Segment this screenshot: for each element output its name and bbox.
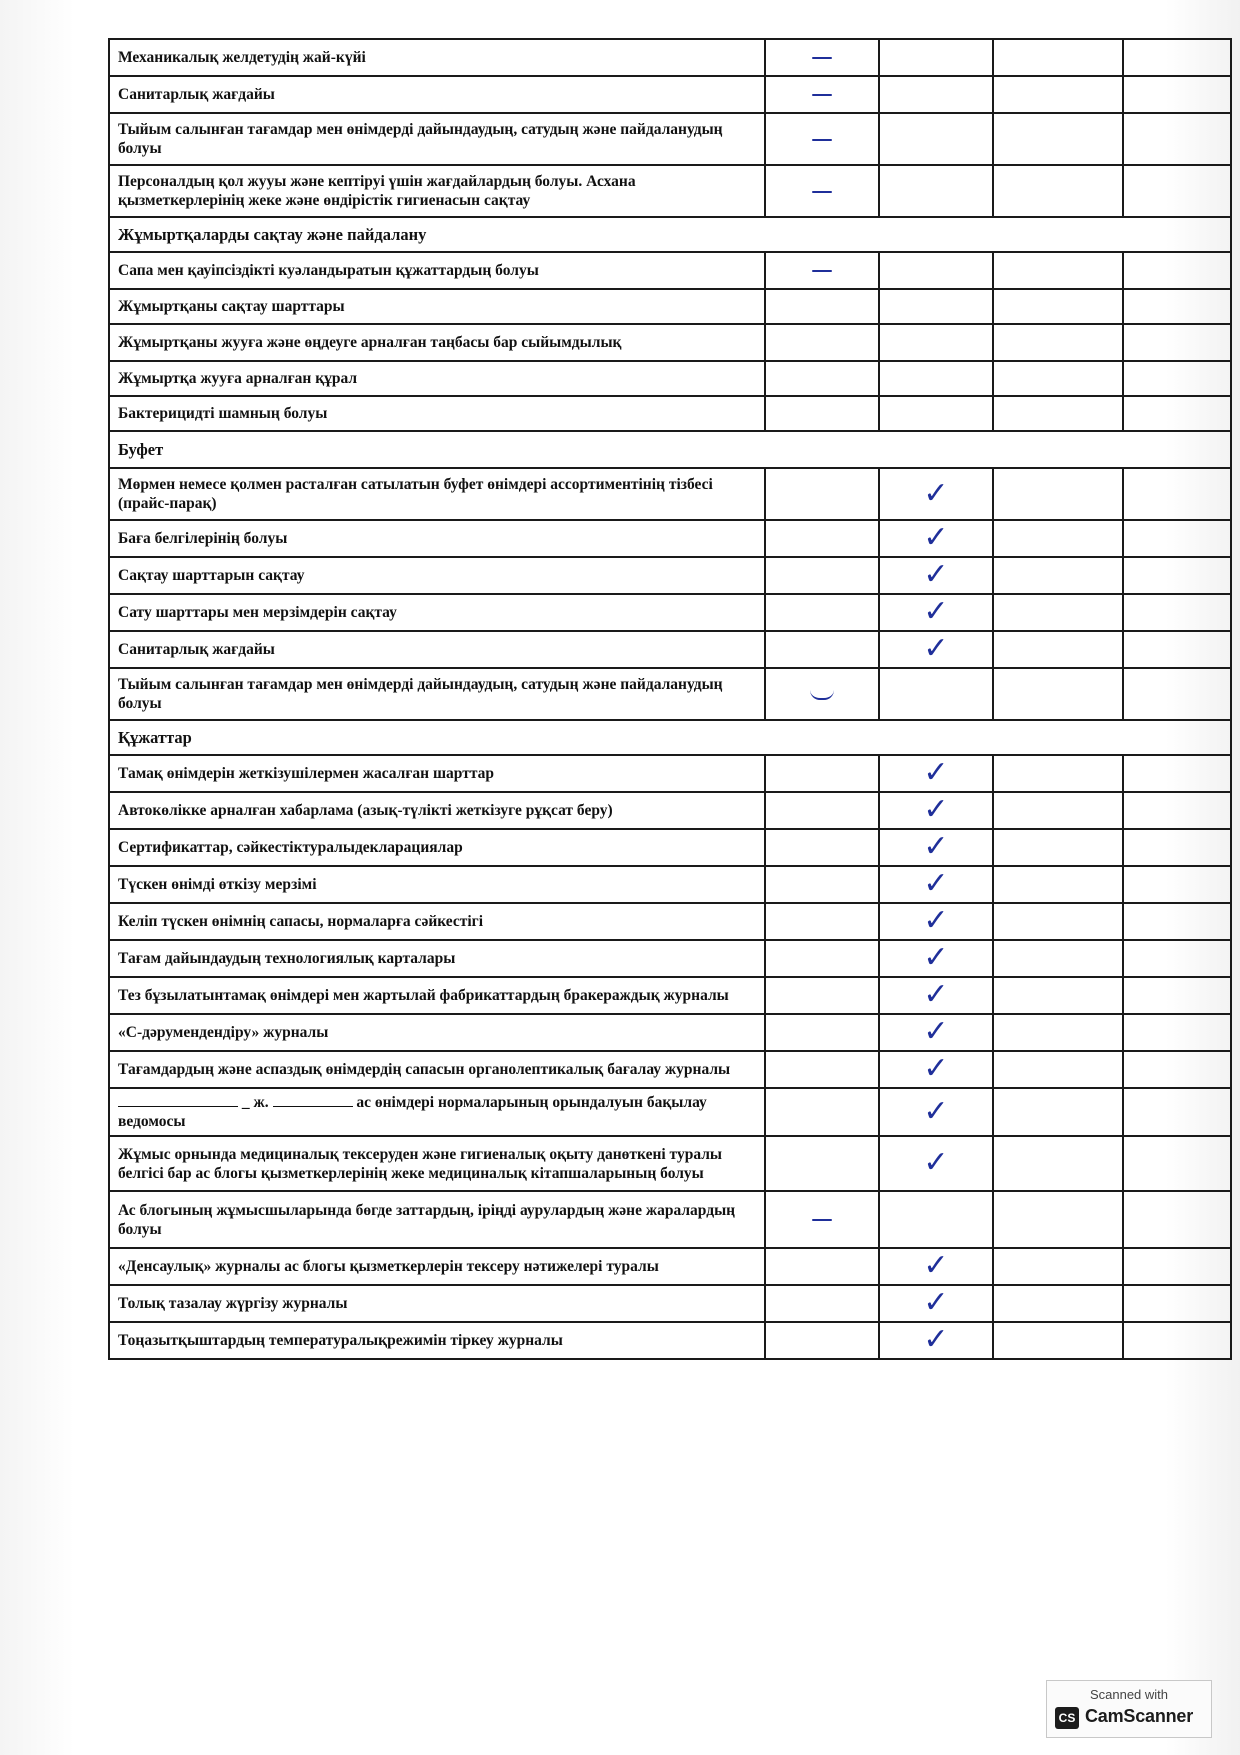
mark-cell-c: [993, 76, 1123, 113]
mark-cell-b: [879, 1322, 993, 1359]
item-text: Тыйым салынған тағамдар мен өнімдерді дайындаудың, сатудың және пайдаланудың болуы: [109, 668, 765, 720]
mark-cell-b: [879, 631, 993, 668]
mark-cell-b: [879, 1285, 993, 1322]
checkmark-icon: ✓: [923, 557, 949, 592]
checklist-row: [109, 1322, 1231, 1359]
mark-cell-d: [1123, 940, 1231, 977]
mark-cell-b: [879, 594, 993, 631]
checklist-row: [109, 396, 1231, 431]
mark-cell-c: [993, 792, 1123, 829]
mark-cell-a: [765, 1088, 879, 1136]
watermark-brand: CamScanner: [1085, 1706, 1194, 1726]
mark-cell-d: [1123, 755, 1231, 792]
checklist-row: [109, 755, 1231, 792]
mark-cell-c: [993, 468, 1123, 520]
mark-cell-a: [765, 289, 879, 324]
mark-cell-d: [1123, 361, 1231, 396]
mark-cell-a: [765, 1191, 879, 1248]
checkmark-icon: ✓: [923, 792, 949, 827]
checklist-row: [109, 668, 1231, 720]
item-text: Тамақ өнімдерін жеткізушілермен жасалған шарттар: [109, 755, 765, 792]
item-text: Бактерицидті шамның болуы: [109, 396, 765, 431]
mark-cell-d: [1123, 829, 1231, 866]
mark-cell-b: [879, 1136, 993, 1191]
section-header-row: [109, 217, 1231, 252]
mark-cell-b: [879, 289, 993, 324]
mark-cell-d: [1123, 977, 1231, 1014]
mark-cell-c: [993, 520, 1123, 557]
checkmark-icon: ✓: [923, 755, 949, 790]
checklist-row: [109, 1191, 1231, 1248]
mark-cell-b: [879, 903, 993, 940]
mark-cell-b: [879, 829, 993, 866]
camscanner-logo-icon: CS: [1055, 1707, 1079, 1729]
mark-cell-c: [993, 977, 1123, 1014]
mark-cell-b: [879, 361, 993, 396]
mark-cell-c: [993, 631, 1123, 668]
mark-cell-c: [993, 1322, 1123, 1359]
item-text: Түскен өнімді өткізу мерзімі: [109, 866, 765, 903]
item-text: ас өнімдері нормаларының орындалуын бақылау ведомосы: [118, 1094, 707, 1130]
mark-cell-c: [993, 1285, 1123, 1322]
item-text: «Денсаулық» журналы ас блогы қызметкерлерін тексеру нәтижелері туралы: [109, 1248, 765, 1285]
mark-cell-a: [765, 1248, 879, 1285]
mark-cell-b: [879, 1051, 993, 1088]
checkmark-icon: ✓: [923, 594, 949, 629]
blank-line: [273, 1094, 353, 1107]
mark-cell-c: [993, 1014, 1123, 1051]
checklist-row: [109, 940, 1231, 977]
item-text: Тез бұзылатынтамақ өнімдері мен жартылай фабрикаттардың бракераждық журналы: [109, 977, 765, 1014]
checklist-body: [109, 39, 1231, 1359]
checklist-row: [109, 252, 1231, 289]
item-text: Сақтау шарттарын сақтау: [109, 557, 765, 594]
mark-cell-c: [993, 1088, 1123, 1136]
mark-cell-c: [993, 594, 1123, 631]
year-suffix: ж.: [253, 1094, 269, 1111]
mark-cell-b: [879, 668, 993, 720]
item-text: «С-дәрумендендіру» журналы: [109, 1014, 765, 1051]
watermark-caption: Scanned with: [1089, 1687, 1169, 1702]
checkmark-icon: ✓: [923, 475, 949, 511]
mark-cell-d: [1123, 252, 1231, 289]
mark-cell-a: [765, 396, 879, 431]
mark-cell-c: [993, 903, 1123, 940]
checkmark-icon: ✓: [923, 829, 949, 864]
mark-cell-d: [1123, 1322, 1231, 1359]
mark-cell-c: [993, 557, 1123, 594]
mark-cell-a: [765, 1014, 879, 1051]
mark-cell-c: [993, 1051, 1123, 1088]
mark-cell-a: [765, 594, 879, 631]
item-text: Тоңазытқыштардың температуралықрежимін тіркеу журналы: [109, 1322, 765, 1359]
mark-cell-d: [1123, 557, 1231, 594]
mark-cell-b: [879, 520, 993, 557]
item-text: Автокөлікке арналған хабарлама (азық-түлікті жеткізуге рұқсат беру): [109, 792, 765, 829]
mark-cell-b: [879, 977, 993, 1014]
mark-cell-a: [765, 940, 879, 977]
mark-cell-b: [879, 396, 993, 431]
mark-cell-b: [879, 1088, 993, 1136]
dash-mark-icon: [812, 94, 832, 96]
section-title: Буфет: [109, 431, 1231, 468]
mark-cell-a: [765, 668, 879, 720]
mark-cell-c: [993, 361, 1123, 396]
checklist-row: [109, 1248, 1231, 1285]
mark-cell-b: [879, 866, 993, 903]
section-header-row: [109, 431, 1231, 468]
checkmark-icon: ✓: [923, 1248, 949, 1283]
checklist-row: [109, 1285, 1231, 1322]
checklist-row: [109, 631, 1231, 668]
item-text: Тыйым салынған тағамдар мен өнімдерді дайындаудың, сатудың және пайдаланудың болуы: [109, 113, 765, 165]
checklist-row: [109, 1014, 1231, 1051]
mark-cell-a: [765, 755, 879, 792]
dash-mark-icon: [812, 139, 832, 141]
checklist-row: [109, 792, 1231, 829]
item-text: Жұмыртқаны жууға және өңдеуге арналған таңбасы бар сыйымдылық: [109, 324, 765, 361]
mark-cell-c: [993, 1136, 1123, 1191]
mark-cell-b: [879, 252, 993, 289]
checkmark-icon: ✓: [923, 1014, 949, 1049]
mark-cell-d: [1123, 1014, 1231, 1051]
mark-cell-a: [765, 39, 879, 76]
mark-cell-d: [1123, 520, 1231, 557]
item-text: Санитарлық жағдайы: [109, 631, 765, 668]
mark-cell-d: [1123, 39, 1231, 76]
checklist-row: [109, 520, 1231, 557]
mark-cell-a: [765, 631, 879, 668]
mark-cell-b: [879, 557, 993, 594]
mark-cell-a: [765, 76, 879, 113]
dash-mark-icon: [812, 1219, 832, 1221]
mark-cell-b: [879, 39, 993, 76]
mark-cell-d: [1123, 1088, 1231, 1136]
mark-cell-a: [765, 113, 879, 165]
mark-cell-c: [993, 252, 1123, 289]
checklist-row: [109, 903, 1231, 940]
checkmark-icon: ✓: [923, 1051, 949, 1086]
checkmark-icon: ✓: [923, 631, 949, 666]
mark-cell-a: [765, 866, 879, 903]
journal-period-item: _ ж. ас өнімдері нормаларының орындалуын бақылау ведомосы: [109, 1088, 765, 1136]
mark-cell-a: [765, 903, 879, 940]
mark-cell-a: [765, 252, 879, 289]
mark-cell-d: [1123, 396, 1231, 431]
section-title: Жұмыртқаларды сақтау және пайдалану: [109, 217, 1231, 252]
checklist-row: [109, 866, 1231, 903]
mark-cell-c: [993, 866, 1123, 903]
mark-cell-c: [993, 39, 1123, 76]
item-text: Мөрмен немесе қолмен расталған сатылатын буфет өнімдері ассортиментінің тізбесі (прайс-парақ): [109, 468, 765, 520]
mark-cell-a: [765, 520, 879, 557]
mark-cell-d: [1123, 289, 1231, 324]
mark-cell-a: [765, 792, 879, 829]
mark-cell-b: [879, 113, 993, 165]
mark-cell-a: [765, 1285, 879, 1322]
mark-cell-a: [765, 324, 879, 361]
item-text: Сапа мен қауіпсіздікті куәландыратын құжаттардың болуы: [109, 252, 765, 289]
mark-cell-d: [1123, 1248, 1231, 1285]
mark-cell-d: [1123, 76, 1231, 113]
checkmark-icon: ✓: [923, 1285, 949, 1320]
mark-cell-a: [765, 557, 879, 594]
item-text: Жұмыртқаны сақтау шарттары: [109, 289, 765, 324]
item-text: Ас блогының жұмысшыларында бөгде заттардың, іріңді аурулардың және жаралардың болуы: [109, 1191, 765, 1248]
checkmark-icon: ✓: [923, 940, 949, 975]
mark-cell-c: [993, 113, 1123, 165]
mark-cell-b: [879, 324, 993, 361]
mark-cell-a: [765, 468, 879, 520]
curve-mark-icon: [810, 690, 834, 700]
checkmark-icon: ✓: [923, 903, 949, 938]
mark-cell-a: [765, 1136, 879, 1191]
mark-cell-d: [1123, 668, 1231, 720]
mark-cell-d: [1123, 1051, 1231, 1088]
mark-cell-b: [879, 1014, 993, 1051]
mark-cell-c: [993, 289, 1123, 324]
mark-cell-c: [993, 165, 1123, 217]
mark-cell-b: [879, 792, 993, 829]
mark-cell-b: [879, 468, 993, 520]
item-text: Сату шарттары мен мерзімдерін сақтау: [109, 594, 765, 631]
checkmark-icon: ✓: [923, 1093, 949, 1129]
checkmark-icon: ✓: [923, 1322, 949, 1357]
item-text: Жұмыртқа жууға арналған құрал: [109, 361, 765, 396]
item-text: Толық тазалау жүргізу журналы: [109, 1285, 765, 1322]
mark-cell-c: [993, 1191, 1123, 1248]
mark-cell-d: [1123, 866, 1231, 903]
mark-cell-a: [765, 977, 879, 1014]
mark-cell-c: [993, 668, 1123, 720]
mark-cell-b: [879, 755, 993, 792]
item-text: Тағамдардың және аспаздық өнімдердің сапасын органолептикалық бағалау журналы: [109, 1051, 765, 1088]
mark-cell-b: [879, 1191, 993, 1248]
checklist-row: [109, 113, 1231, 165]
checklist-row: [109, 829, 1231, 866]
checklist-row: [109, 165, 1231, 217]
checklist-row: [109, 1051, 1231, 1088]
blank-line: [118, 1094, 238, 1107]
checklist-row: [109, 324, 1231, 361]
item-text: Баға белгілерінің болуы: [109, 520, 765, 557]
inspection-checklist-table: [108, 38, 1232, 1360]
mark-cell-c: [993, 829, 1123, 866]
checklist-row: [109, 557, 1231, 594]
dash-mark-icon: [812, 191, 832, 193]
mark-cell-c: [993, 1248, 1123, 1285]
checklist-row: [109, 289, 1231, 324]
mark-cell-a: [765, 829, 879, 866]
mark-cell-d: [1123, 113, 1231, 165]
mark-cell-c: [993, 396, 1123, 431]
checkmark-icon: ✓: [923, 1145, 949, 1180]
item-text: Санитарлық жағдайы: [109, 76, 765, 113]
item-text: Тағам дайындаудың технологиялық карталары: [109, 940, 765, 977]
mark-cell-d: [1123, 903, 1231, 940]
mark-cell-a: [765, 165, 879, 217]
mark-cell-d: [1123, 324, 1231, 361]
mark-cell-c: [993, 755, 1123, 792]
section-title: Құжаттар: [109, 720, 1231, 755]
checklist-row: [109, 977, 1231, 1014]
mark-cell-b: [879, 76, 993, 113]
item-text: Персоналдың қол жууы және кептіруі үшін жағдайлардың болуы. Асхана қызметкерлерінің жеке және өндірістік гигиенасын сақтау: [109, 165, 765, 217]
mark-cell-d: [1123, 165, 1231, 217]
item-text: Сертификаттар, сәйкестіктуралыдекларациялар: [109, 829, 765, 866]
mark-cell-c: [993, 940, 1123, 977]
checklist-row: [109, 468, 1231, 520]
mark-cell-b: [879, 1248, 993, 1285]
section-header-row: [109, 720, 1231, 755]
mark-cell-c: [993, 324, 1123, 361]
checklist-row: [109, 1136, 1231, 1191]
mark-cell-b: [879, 165, 993, 217]
mark-cell-d: [1123, 468, 1231, 520]
mark-cell-d: [1123, 1285, 1231, 1322]
checkmark-icon: ✓: [923, 520, 949, 555]
dash-mark-icon: [812, 57, 832, 59]
item-text: Жұмыс орнында медициналық тексеруден және гигиеналық оқыту данөткені туралы белгісі бар ас блогы қызметкерлерінің жеке медициналық кітапшаларының болуы: [109, 1136, 765, 1191]
mark-cell-d: [1123, 1136, 1231, 1191]
mark-cell-d: [1123, 594, 1231, 631]
mark-cell-d: [1123, 1191, 1231, 1248]
checklist-row: [109, 76, 1231, 113]
checklist-row: [109, 361, 1231, 396]
checkmark-icon: ✓: [923, 866, 949, 901]
mark-cell-a: [765, 1322, 879, 1359]
checkmark-icon: ✓: [923, 977, 949, 1012]
mark-cell-b: [879, 940, 993, 977]
checklist-row: [109, 594, 1231, 631]
mark-cell-a: [765, 361, 879, 396]
camscanner-watermark: [1046, 1680, 1212, 1738]
mark-cell-d: [1123, 792, 1231, 829]
dash-mark-icon: [812, 270, 832, 272]
checklist-row: [109, 39, 1231, 76]
item-text: Механикалық желдетудің жай-күйі: [109, 39, 765, 76]
mark-cell-d: [1123, 631, 1231, 668]
checklist-row: [109, 1088, 1231, 1136]
mark-cell-a: [765, 1051, 879, 1088]
item-text: Келіп түскен өнімнің сапасы, нормаларға сәйкестігі: [109, 903, 765, 940]
